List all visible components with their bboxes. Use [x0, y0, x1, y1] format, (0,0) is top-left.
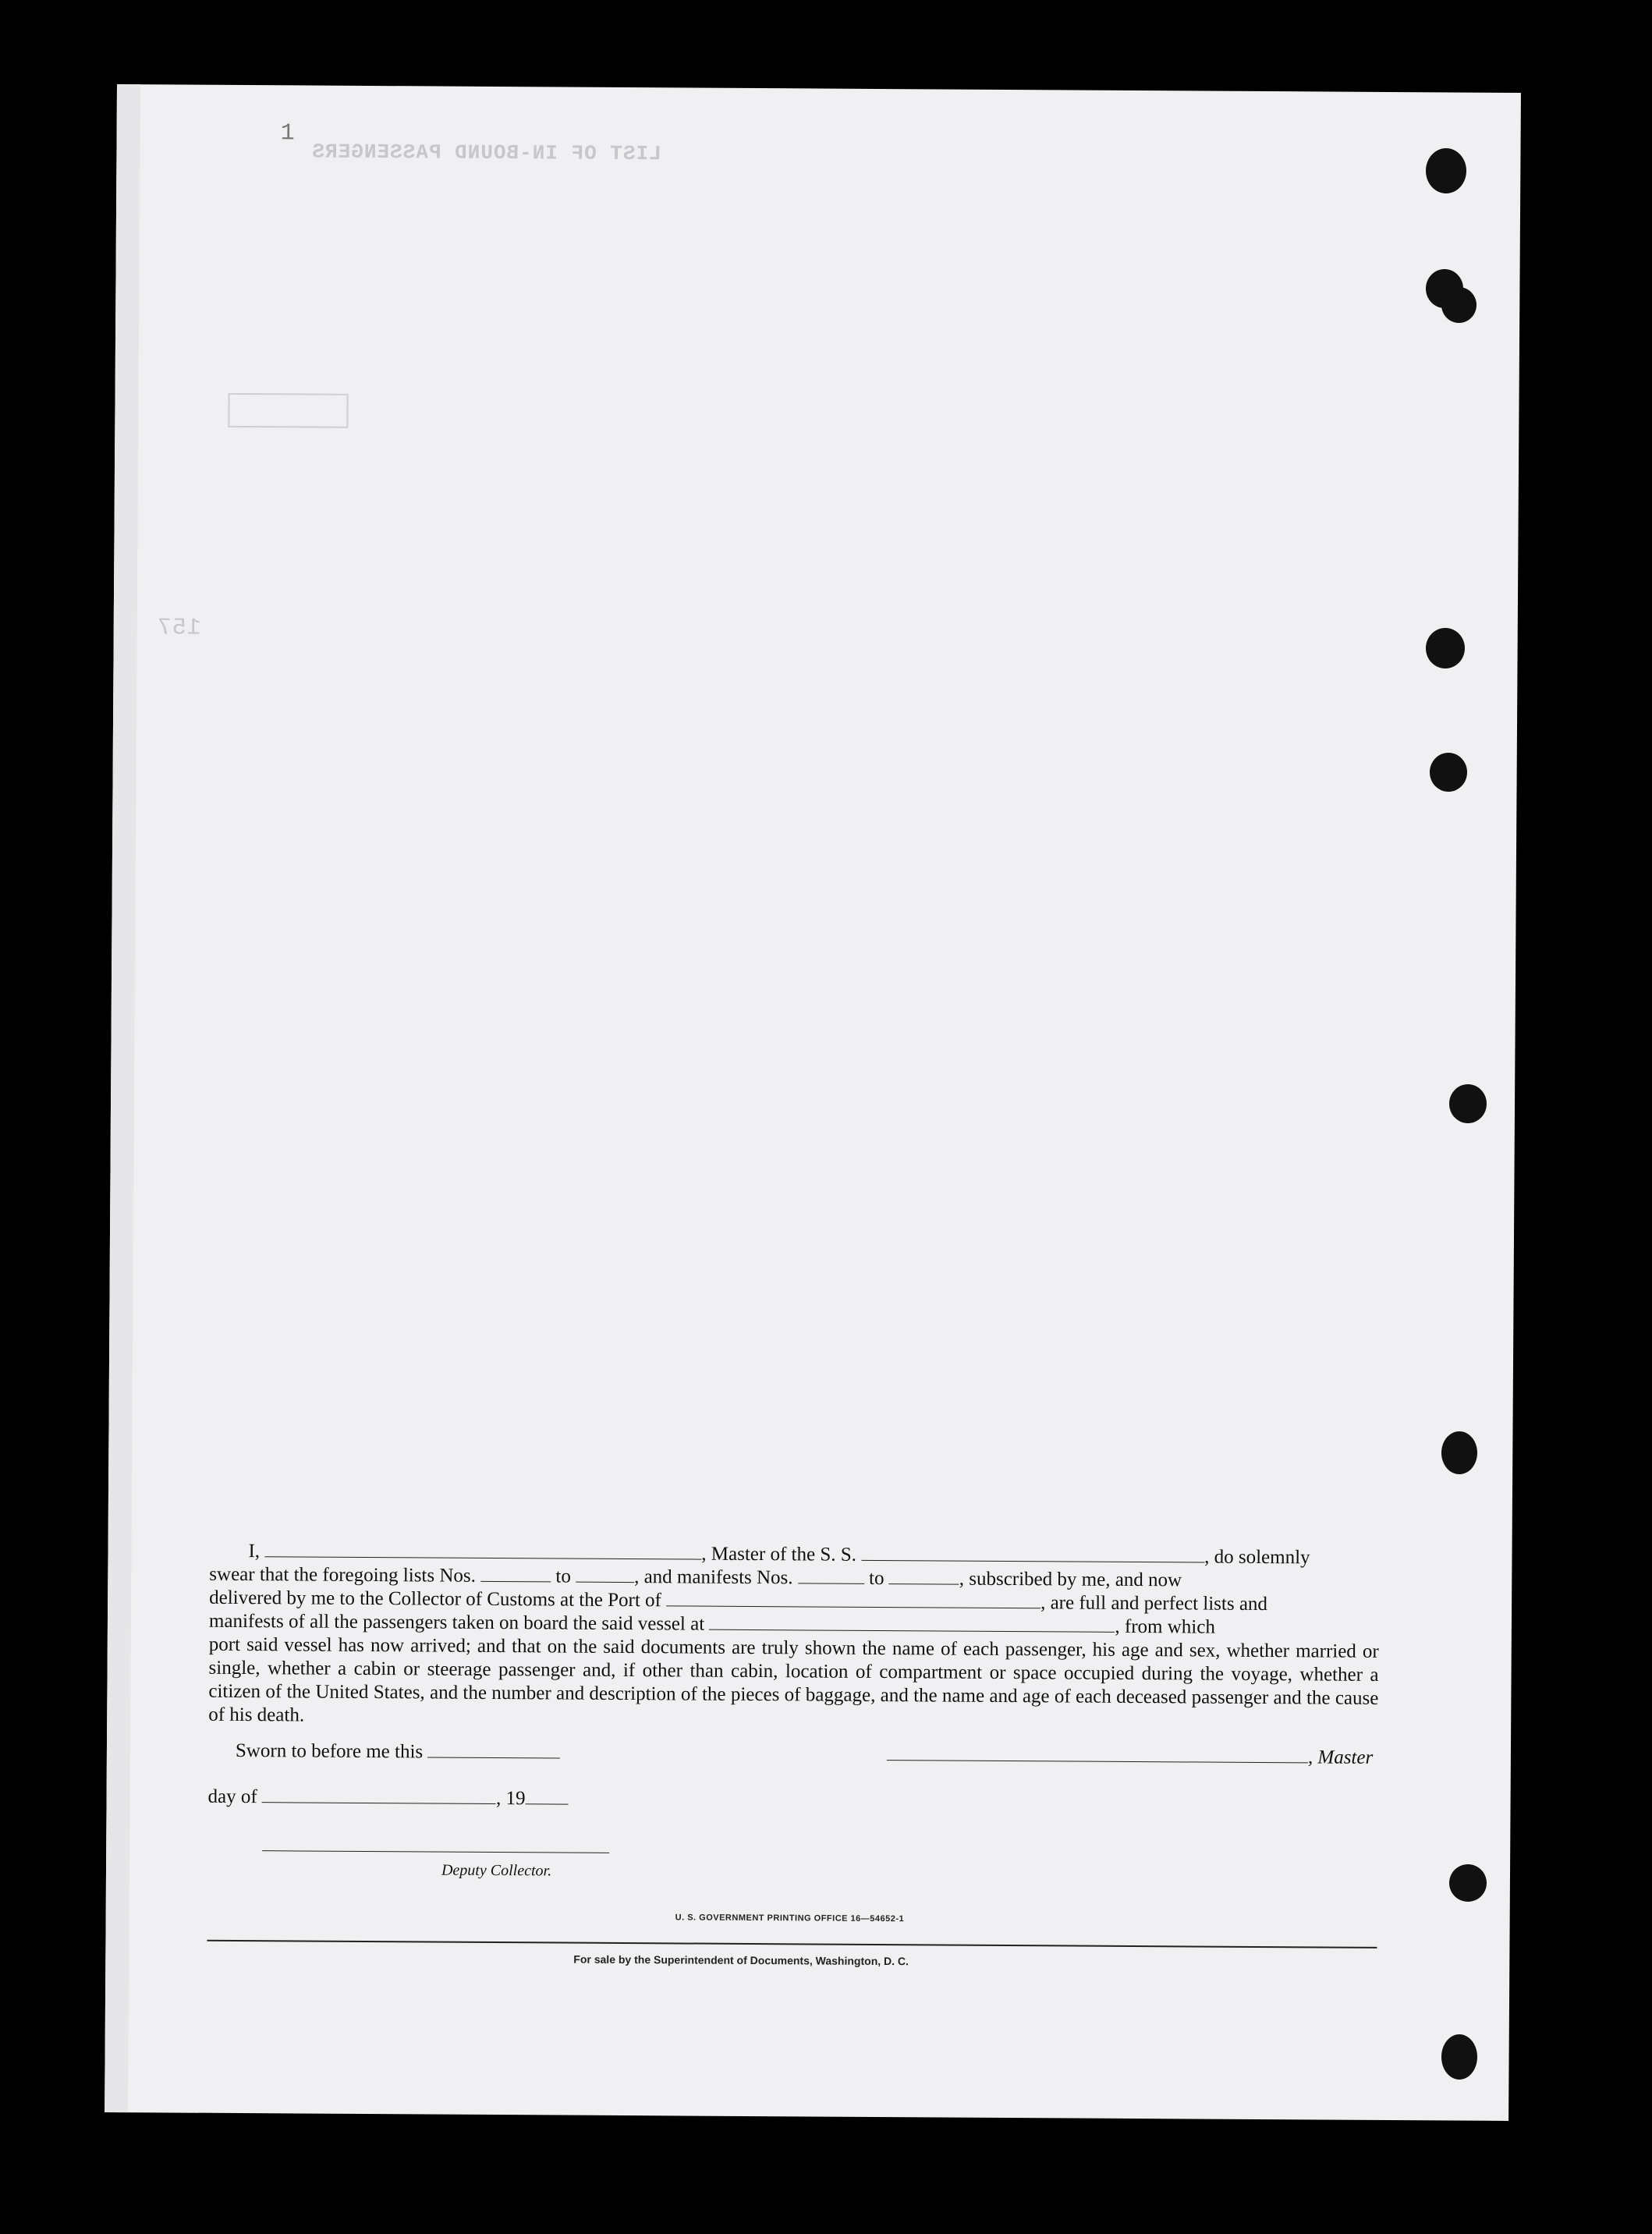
month-blank [262, 1786, 496, 1804]
oath-line-4: manifests of all the passengers taken on board the said vessel at , from which [208, 1610, 1215, 1638]
for-sale-notice: For sale by the Superintendent of Documents, Washington, D. C. [573, 1952, 909, 1968]
manifest-page [105, 84, 1521, 2121]
binder-hole-icon [1441, 2034, 1477, 2080]
binder-hole-icon [1449, 1084, 1487, 1123]
binder-hole-icon [1430, 753, 1467, 792]
bleed-through-number: 157 [156, 615, 201, 642]
page-margin [105, 84, 140, 2112]
binder-hole-icon [1426, 148, 1466, 193]
master-signature-blank [887, 1744, 1308, 1763]
sworn-date-blank [427, 1741, 560, 1758]
manifest-to-blank [889, 1568, 959, 1585]
deputy-collector-label: Deputy Collector. [441, 1861, 552, 1880]
manifest-from-blank [798, 1567, 864, 1584]
list-to-blank [576, 1566, 634, 1583]
printing-office-imprint: U. S. GOVERNMENT PRINTING OFFICE 16—54652-1 [675, 1913, 905, 1924]
oath-line-3: delivered by me to the Collector of Customs at the Port of , are full and perfect lists and [209, 1587, 1268, 1615]
departure-port-blank [709, 1614, 1115, 1633]
oath-body: port said vessel has now arrived; and that on the said documents are truly shown the name of each passenger, his age and sex, whether married or single, whether a cabin or steerage passenger and, if other than cabin, location of compartment or space occupied during the voyage, whether a citizen of the United States, and the number and description of the pieces of baggage, and the name and age of each deceased passenger and the cause of his death. [208, 1633, 1379, 1726]
bleed-through-stamp [228, 393, 348, 428]
port-blank [666, 1590, 1040, 1608]
name-blank [264, 1541, 701, 1559]
binder-hole-icon [1449, 1864, 1487, 1902]
page-mark: 1 [280, 120, 296, 147]
vessel-blank [861, 1544, 1204, 1563]
list-from-blank [480, 1566, 551, 1583]
deputy-signature-blank [262, 1850, 609, 1853]
sworn-line: Sworn to before me this [236, 1740, 561, 1764]
oath-paragraph [208, 1540, 1379, 1734]
footer-rule [207, 1940, 1377, 1949]
binder-hole-icon [1426, 628, 1465, 668]
oath-line-1: I, , Master of the S. S. , do solemnly [248, 1541, 1310, 1569]
binder-hole-icon [1441, 287, 1477, 323]
master-signature-line: , Master [887, 1744, 1373, 1769]
year-blank [525, 1788, 568, 1804]
day-of-line: day of , 19 [208, 1786, 569, 1810]
oath-line-2: swear that the foregoing lists Nos. to , and manifests Nos. to , subscribed by me, and now [209, 1563, 1182, 1591]
binder-hole-icon [1441, 1431, 1477, 1474]
bleed-through-header: LIST OF IN-BOUND PASSENGERS [311, 140, 661, 166]
